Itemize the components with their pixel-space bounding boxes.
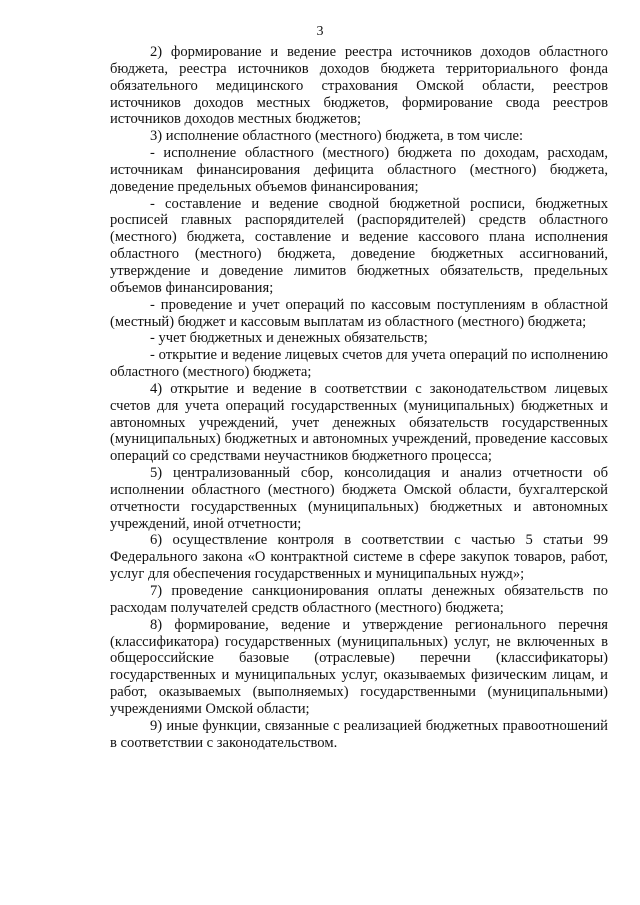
paragraph-item-5: 5) централизованный сбор, консолидация и анализ отчетности об исполнении областного (местного) бюджета Омской области, бухгалтерской отчетности государственных (муниципальных) бюджетных и автономных учреждений, иной отчетности; xyxy=(110,465,608,532)
sub-item-personal-accounts: - открытие и ведение лицевых счетов для учета операций по исполнению областного (местного) бюджета; xyxy=(110,347,608,381)
paragraph-item-3: 3) исполнение областного (местного) бюджета, в том числе: xyxy=(150,128,524,145)
sub-item-revenue-expenses: - исполнение областного (местного) бюджета по доходам, расходам, источникам финансирования дефицита областного (местного) бюджета, доведение предельных объемов финансирования; xyxy=(110,145,608,195)
paragraph-item-8: 8) формирование, ведение и утверждение регионального перечня (классификатора) государственных (муниципальных) услуг, не включенных в общероссийские базовые (отраслевые) перечни (классификаторы) государственных и муниципальных услуг, оказываемых физическим лицам, и работ, оказываемых (выполняемых) государственными (муниципальными) учреждениями Омской области; xyxy=(110,616,608,717)
sub-item-obligations: - учет бюджетных и денежных обязательств; xyxy=(150,330,428,347)
paragraph-item-7: 7) проведение санкционирования оплаты денежных обязательств по расходам получателей средств областного (местного) бюджета; xyxy=(110,583,608,616)
paragraph-item-9: 9) иные функции, связанные с реализацией бюджетных правоотношений в соответствии с законодательством. xyxy=(110,717,608,751)
paragraph-item-2: 2) формирование и ведение реестра источников доходов областного бюджета, реестра источников доходов бюджета территориального фонда обязательного медицинского страхования Омской области, реестров источников доходов местных бюджетов, формирование свода реестров источников доходов местных бюджетов; xyxy=(110,44,608,128)
paragraph-item-6: 6) осуществление контроля в соответствии с частью 5 статьи 99 Федерального закона «О контрактной системе в сфере закупок товаров, работ, услуг для обеспечения государственных и муниципальных нужд»; xyxy=(110,532,608,583)
sub-item-budget-schedule: - составление и ведение сводной бюджетной росписи, бюджетных росписей главных распорядителей (распорядителей) средств областного (местного) бюджета, составление и ведение кассового плана исполнения областного (местного) бюджета, доведение бюджетных ассигнований, утверждение и доведение лимитов бюджетных обязательств, предельных объемов финансирования; xyxy=(110,195,608,296)
page-number: 3 xyxy=(316,24,324,39)
sub-item-cash-operations: - проведение и учет операций по кассовым поступлениям в областной (местный) бюджет и кассовым выплатам из областного (местного) бюджета; xyxy=(110,296,608,330)
paragraph-item-4: 4) открытие и ведение в соответствии с законодательством лицевых счетов для учета операций государственных (муниципальных) бюджетных и автономных учреждений, учет денежных обязательств государственных (муниципальных) бюджетных и автономных учреждений, проведение кассовых операций со средствами неучастников бюджетного процесса; xyxy=(110,380,608,465)
document-body xyxy=(110,44,608,751)
